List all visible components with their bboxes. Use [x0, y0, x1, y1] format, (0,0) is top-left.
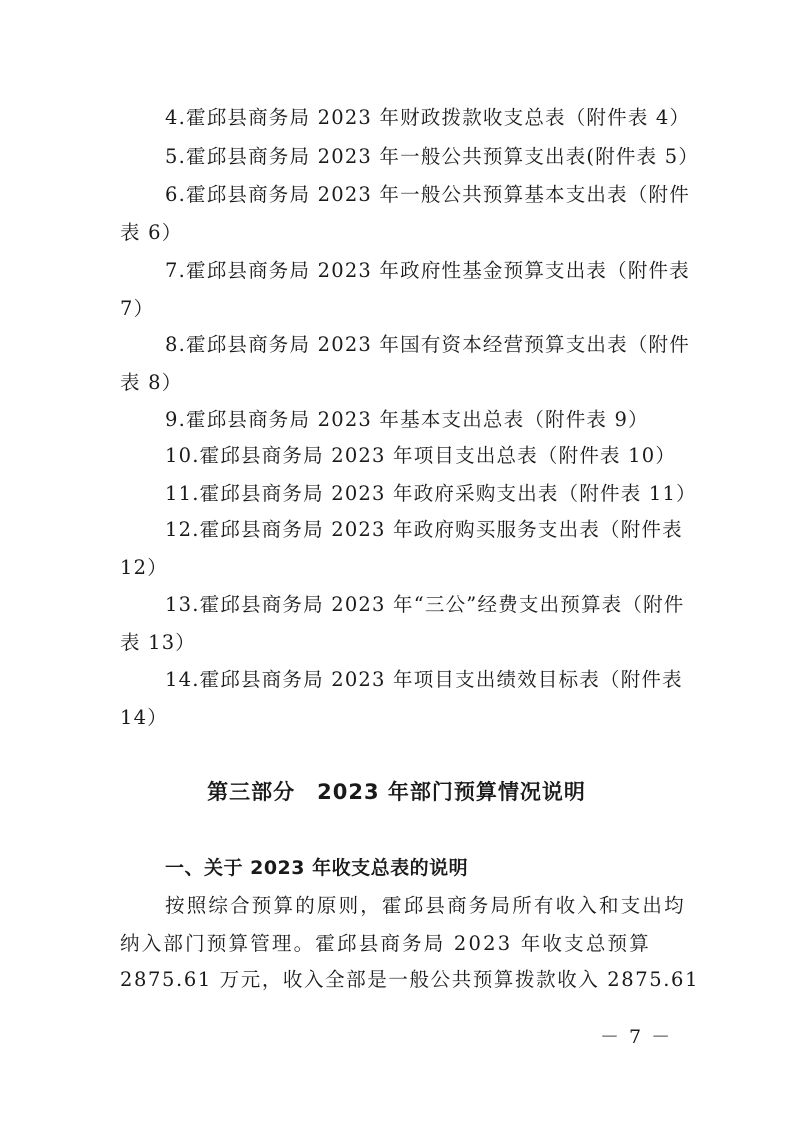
list-item-continuation: 7） — [120, 297, 155, 320]
list-item-continuation: 表 6） — [120, 221, 183, 244]
list-item-continuation: 表 8） — [120, 371, 183, 394]
paragraph-line: 2875.61 万元，收入全部是一般公共预算拨款收入 2875.61 — [120, 968, 700, 991]
page-number: － 7 － — [600, 1026, 673, 1048]
list-item-text: 5.霍邱县商务局 2023 年一般公共预算支出表(附件表 5） — [165, 145, 700, 168]
list-item-text: 7.霍邱县商务局 2023 年政府性基金预算支出表（附件表 — [165, 259, 690, 282]
sub-heading: 一、关于 2023 年收支总表的说明 — [165, 857, 469, 879]
paragraph-line: 纳入部门预算管理。霍邱县商务局 2023 年收支总预算 — [120, 932, 651, 955]
list-item-continuation: 表 13） — [120, 631, 197, 654]
list-item-text: 10.霍邱县商务局 2023 年项目支出总表（附件表 10） — [165, 444, 677, 467]
paragraph-line: 按照综合预算的原则，霍邱县商务局所有收入和支出均 — [165, 894, 686, 917]
list-item-text: 4.霍邱县商务局 2023 年财政拨款收支总表（附件表 4） — [165, 106, 691, 129]
list-item-continuation: 14） — [120, 706, 168, 729]
list-item-text: 6.霍邱县商务局 2023 年一般公共预算基本支出表（附件 — [165, 183, 690, 206]
list-item-continuation: 12） — [120, 556, 168, 579]
list-item-text: 14.霍邱县商务局 2023 年项目支出绩效目标表（附件表 — [165, 668, 683, 691]
list-item-text: 8.霍邱县商务局 2023 年国有资本经营预算支出表（附件 — [165, 333, 690, 356]
section-title: 第三部分 2023 年部门预算情况说明 — [207, 780, 586, 804]
list-item-text: 12.霍邱县商务局 2023 年政府购买服务支出表（附件表 — [165, 518, 683, 541]
list-item-text: 9.霍邱县商务局 2023 年基本支出总表（附件表 9） — [165, 408, 649, 431]
list-item-text: 11.霍邱县商务局 2023 年政府采购支出表（附件表 11） — [165, 482, 697, 505]
list-item-text: 13.霍邱县商务局 2023 年“三公”经费支出预算表（附件 — [165, 593, 685, 616]
